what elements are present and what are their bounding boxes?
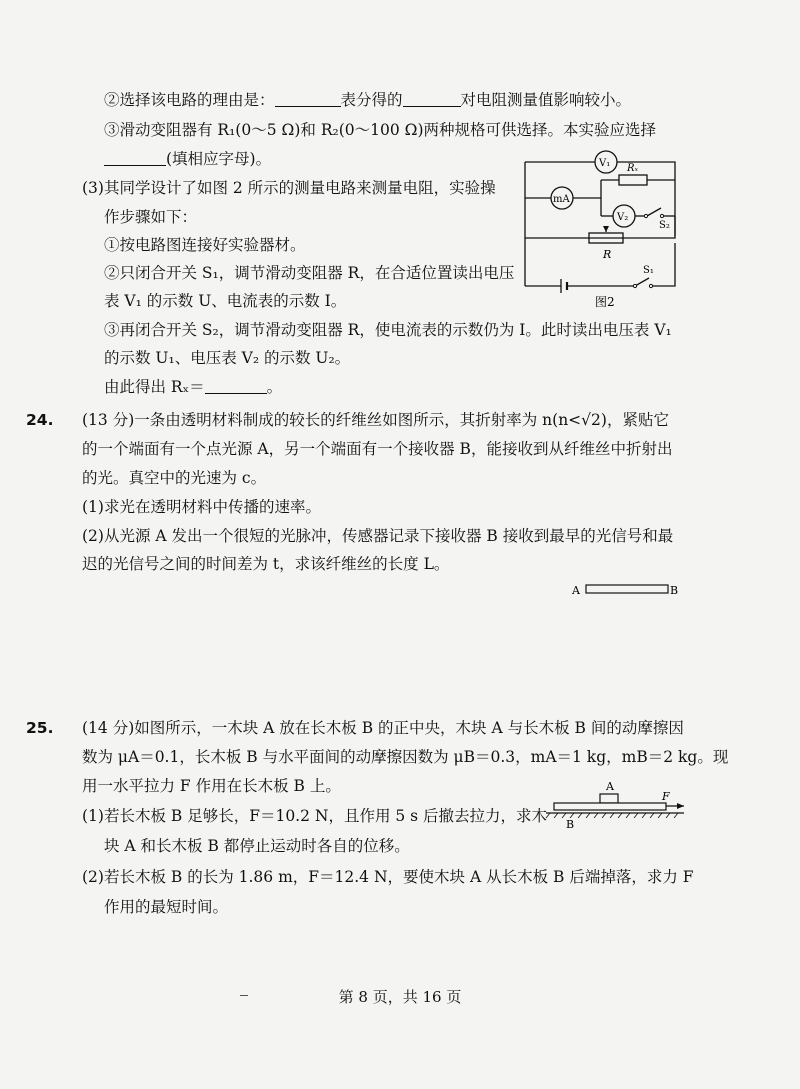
figure-caption: 图2: [595, 295, 615, 309]
q23-step1: ①按电路图连接好实验器材。: [104, 236, 306, 254]
answer-blank[interactable]: [104, 149, 166, 166]
label-s1: S₁: [643, 265, 654, 276]
q25-part2-cont: 作用的最短时间。: [104, 898, 229, 916]
q24-part2: (2)从光源 A 发出一个很短的光脉冲，传感器记录下接收器 B 接收到最早的光信号和最: [82, 527, 674, 545]
label-receiver-b: B: [670, 584, 679, 597]
q25-line3: 用一水平拉力 F 作用在长木板 B 上。: [82, 777, 341, 795]
q24-part2-cont: 迟的光信号之间的时间差为 t，求该纤维丝的长度 L。: [82, 555, 450, 573]
label-rx: Rₓ: [627, 163, 639, 174]
q23-part3-line1: (3)其同学设计了如图 2 所示的测量电路来测量电阻，实验操: [82, 179, 496, 197]
label-board-b: B: [566, 818, 575, 830]
label-v1: V₁: [599, 158, 611, 169]
q23-step2a: ②只闭合开关 S₁，调节滑动变阻器 R，在合适位置读出电压: [104, 264, 515, 282]
label-source-a: A: [572, 584, 580, 597]
q23-rheostat-line: ③滑动变阻器有 R₁(0～5 Ω)和 R₂(0～100 Ω)两种规格可供选择。本实验应选择: [104, 121, 657, 139]
label-block-a: A: [606, 780, 614, 793]
question-number: 25.: [26, 719, 54, 737]
q24-line3: 的光。真空中的光速为 c。: [82, 469, 267, 487]
page-footer: 第 8 页，共 16 页: [338, 988, 462, 1006]
fiber-strand: [586, 585, 668, 593]
q24-part1: (1)求光在透明材料中传播的速率。: [82, 498, 321, 516]
q23-step3a: ③再闭合开关 S₂，调节滑动变阻器 R，使电流表的示数仍为 I。此时读出电压表 V₁: [104, 321, 672, 339]
block-a: [600, 794, 618, 803]
label-force-f: F: [662, 790, 670, 803]
q23-step2b: 表 V₁ 的示数 U、电流表的示数 I。: [104, 292, 347, 310]
board-block-figure: [544, 778, 690, 830]
answer-blank[interactable]: [275, 90, 341, 107]
board-b: [554, 803, 666, 810]
q23-part3-line2: 作步骤如下：: [104, 208, 198, 226]
q23-reason-line: ②选择该电路的理由是： 表分得的 对电阻测量值影响较小。: [104, 91, 632, 109]
q23-rheostat-line2: (填相应字母)。: [104, 148, 271, 170]
circuit-figure-2: [515, 146, 695, 312]
label-r: R: [603, 248, 612, 261]
answer-blank[interactable]: [403, 90, 461, 107]
q25-part1-cont: 块 A 和长木板 B 都停止运动时各自的位移。: [104, 837, 410, 855]
label-v2: V₂: [617, 212, 629, 223]
label-s2: S₂: [659, 220, 670, 231]
q24-line2: 的一个端面有一个点光源 A，另一个端面有一个接收器 B，能接收到从纤维丝中折射出: [82, 440, 673, 458]
q24-line1: 24. (13 分)一条由透明材料制成的较长的纤维丝如图所示，其折射率为 n(n<√2)，紧贴它: [26, 411, 669, 429]
fiber-figure: [570, 578, 680, 600]
label-ma: mA: [553, 194, 570, 205]
q25-line1: 25. (14 分)如图所示，一木块 A 放在长木板 B 的正中央，木块 A 与长木板 B 间的动摩擦因: [26, 719, 684, 737]
q25-line2: 数为 μA＝0.1，长木板 B 与水平面间的动摩擦因数为 μB＝0.3，mA＝1 kg，mB＝2 kg。现: [82, 748, 729, 766]
q23-result: 由此得出 Rₓ＝ 。: [104, 378, 283, 396]
question-number: 24.: [26, 411, 54, 429]
q25-part2: (2)若长木板 B 的长为 1.86 m，F＝12.4 N，要使木块 A 从长木板 B 后端掉落，求力 F: [82, 868, 694, 886]
q25-part1: (1)若长木板 B 足够长，F＝10.2 N，且作用 5 s 后撤去拉力，求木: [82, 807, 548, 825]
answer-blank[interactable]: [205, 377, 267, 394]
q23-step3b: 的示数 U₁、电压表 V₂ 的示数 U₂。: [104, 349, 351, 367]
